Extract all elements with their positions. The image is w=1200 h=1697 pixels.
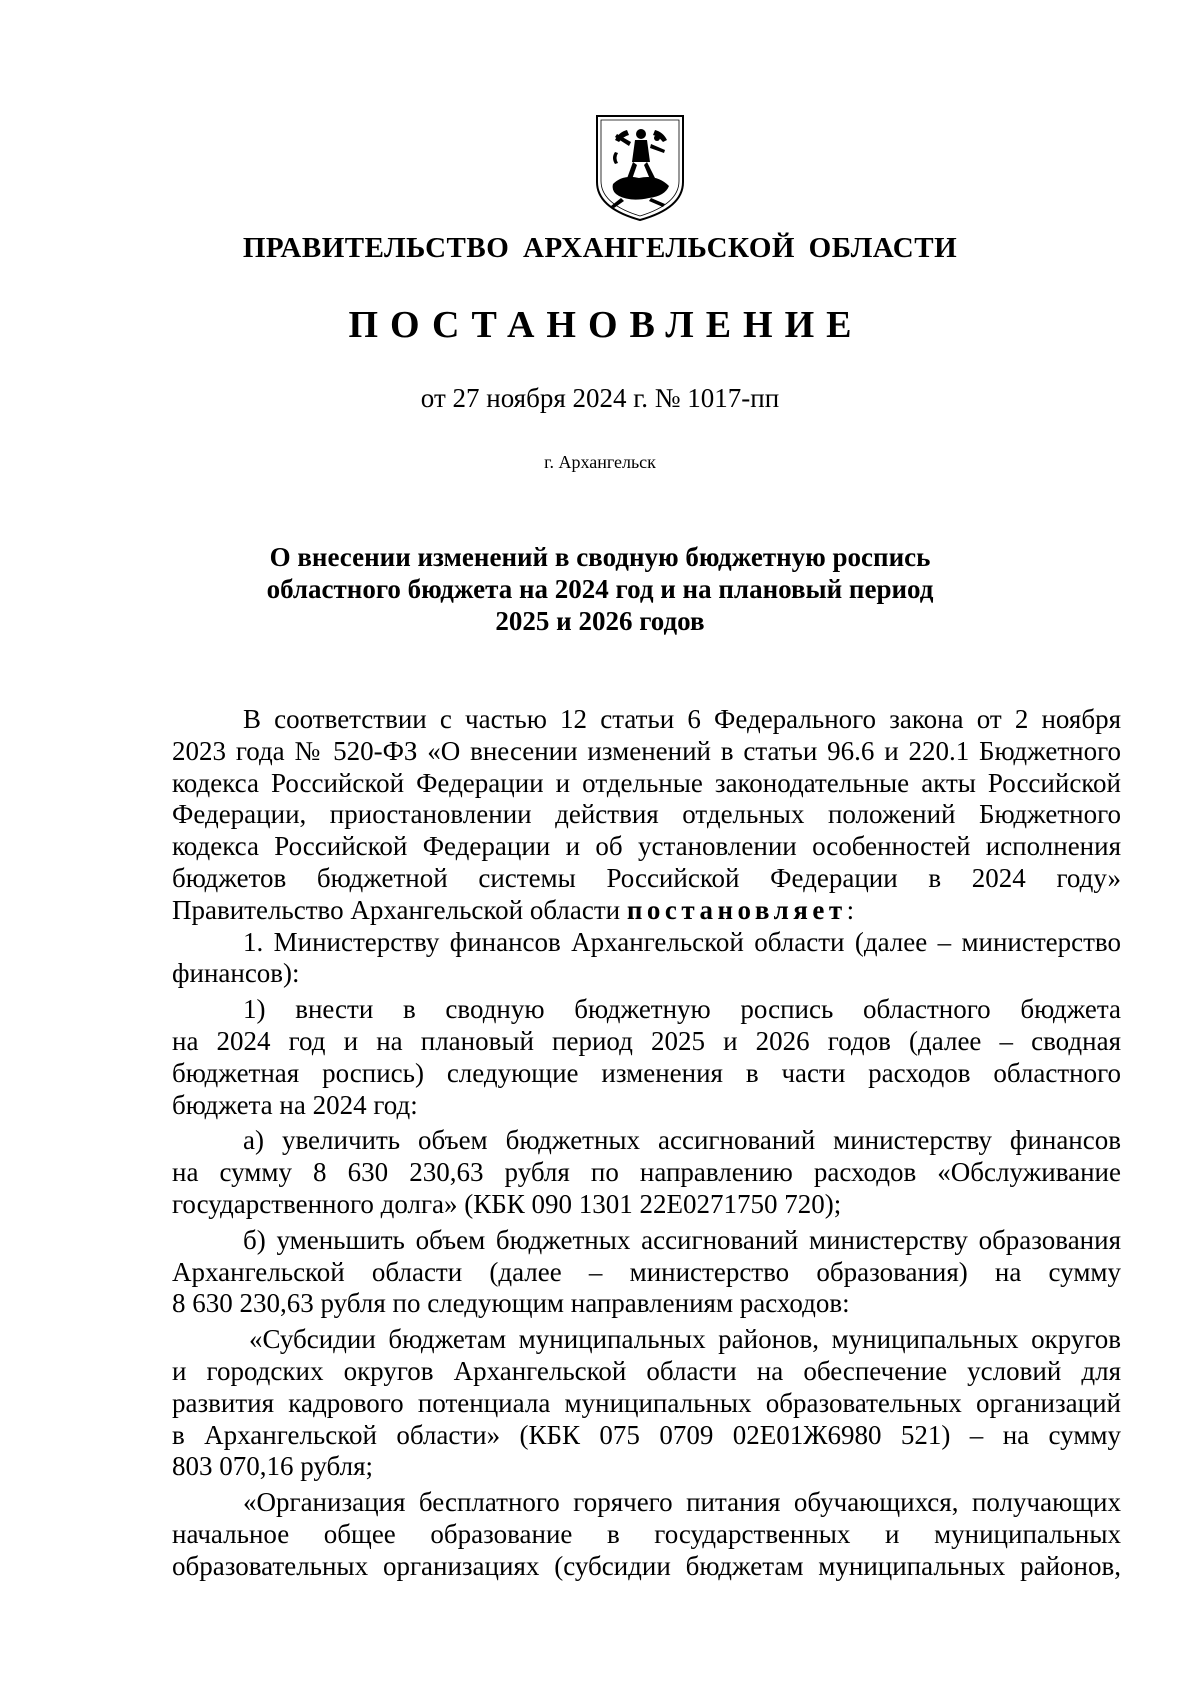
body-line: 1. Министерству финансов Архангельской области (далее – министерство: [243, 926, 1121, 957]
body-line: бюджетов бюджетной системы Российской Федерации в 2024 году»: [172, 862, 1121, 893]
body-line: [172, 895, 1121, 927]
body-line: в Архангельской области» (КБК 075 0709 02Е01Ж6980 521) – на сумму: [172, 1419, 1121, 1450]
body-line: 2023 года № 520-ФЗ «О внесении изменений в статьи 96.6 и 220.1 Бюджетного: [172, 735, 1121, 766]
body-line: бюджетная роспись) следующие изменения в части расходов областного: [172, 1057, 1121, 1088]
organization-title: ПРАВИТЕЛЬСТВО АРХАНГЕЛЬСКОЙ ОБЛАСТИ: [242, 232, 958, 264]
document-type-title: ПОСТАНОВЛЕНИЕ: [348, 304, 864, 346]
date-and-number: от 27 ноября 2024 г. № 1017-пп: [420, 383, 780, 413]
body-text: :: [846, 894, 855, 925]
city-name: г. Архангельск: [544, 452, 656, 472]
subject-line: областного бюджета на 2024 год и на плановый период: [266, 574, 934, 604]
body-line: финансов):: [172, 958, 300, 989]
body-line: начальное общее образование в государственных и муниципальных: [172, 1518, 1121, 1549]
body-line: 8 630 230,63 рубля по следующим направлениям расходов:: [172, 1288, 850, 1319]
body-line: на 2024 год и на плановый период 2025 и 2026 годов (далее – сводная: [172, 1025, 1121, 1056]
body-line: б) уменьшить объем бюджетных ассигнований министерству образования: [243, 1224, 1121, 1255]
body-line: «Организация бесплатного горячего питания обучающихся, получающих: [243, 1487, 1121, 1518]
decree-verb: постановляет: [626, 894, 847, 925]
body-line: бюджета на 2024 год:: [172, 1089, 418, 1120]
body-line: развития кадрового потенциала муниципальных образовательных организаций: [172, 1387, 1121, 1418]
body-line: кодекса Российской Федерации и отдельные законодательные акты Российской: [172, 767, 1121, 798]
body-line: Архангельской области (далее – министерство образования) на сумму: [172, 1256, 1121, 1287]
body-line: государственного долга» (КБК 090 1301 22Е0271750 720);: [172, 1188, 842, 1219]
body-line: 803 070,16 рубля;: [172, 1451, 373, 1482]
body-line: и городских округов Архангельской области на обеспечение условий для: [172, 1355, 1121, 1386]
body-line: Федерации, приостановлении действия отдельных положений Бюджетного: [172, 799, 1121, 830]
body-line: «Субсидии бюджетам муниципальных районов, муниципальных округов: [249, 1324, 1121, 1355]
subject-line: 2025 и 2026 годов: [495, 606, 705, 636]
body-line: 1) внести в сводную бюджетную роспись областного бюджета: [243, 994, 1121, 1025]
document-subject: [250, 541, 950, 637]
body-line: В соответствии с частью 12 статьи 6 Федерального закона от 2 ноября: [243, 704, 1121, 734]
body-line: кодекса Российской Федерации и об установлении особенностей исполнения: [172, 831, 1121, 862]
subject-line: О внесении изменений в сводную бюджетную роспись: [269, 542, 931, 572]
body-line: на сумму 8 630 230,63 рубля по направлению расходов «Обслуживание: [172, 1157, 1121, 1188]
body-line: образовательных организациях (субсидии бюджетам муниципальных районов,: [172, 1550, 1121, 1581]
body-line: а) увеличить объем бюджетных ассигнований министерству финансов: [243, 1125, 1121, 1156]
coat-of-arms-emblem: [591, 112, 689, 224]
body-text: Правительство Архангельской области: [172, 894, 627, 925]
document-body: [172, 704, 1121, 1583]
